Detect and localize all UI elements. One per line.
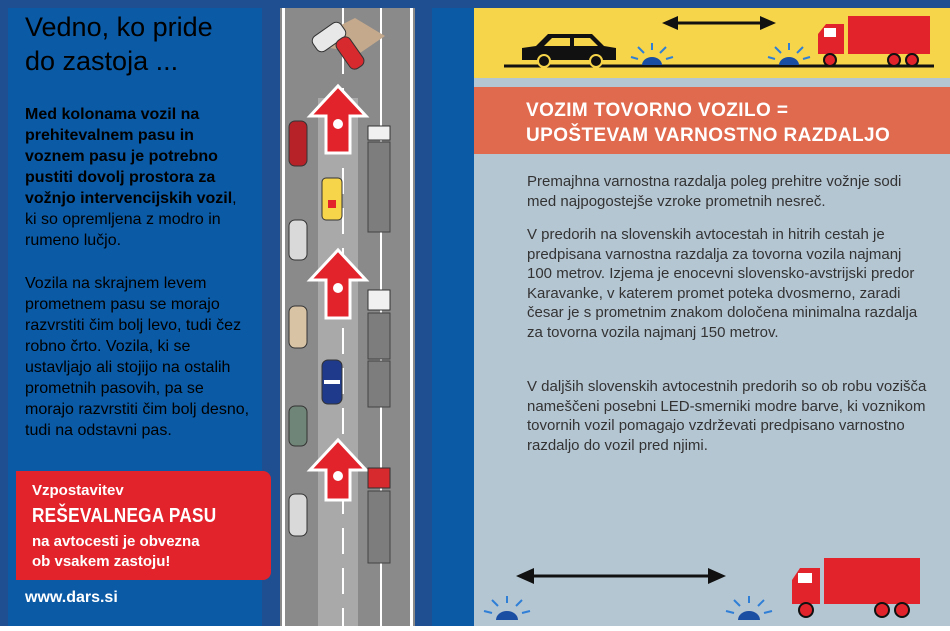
- crash-scene: [310, 18, 385, 72]
- left-paragraph-2: Vozila na skrajnem levem prometnem pasu se morajo razvrstiti čim bolj levo, tudi čez robno črto. Vozila, ki se ustavljajo ali stojijo na ostalih prometnih pasovih, pa se morajo razvrstiti čim bolj desno, tudi na odstavni pas.: [25, 275, 250, 439]
- ambulance-icon: [322, 178, 342, 220]
- distance-graphic-top-svg: [474, 8, 950, 78]
- car-icon: [522, 34, 616, 67]
- distance-graphic-bottom-svg: [474, 540, 950, 626]
- banner-line-1: VOZIM TOVORNO VOZILO =: [526, 100, 789, 121]
- left-paragraph-1-rest: , ki so opremljena z modro in rumeno lučjo.: [25, 190, 237, 249]
- highway-svg: [280, 8, 415, 626]
- truck-2: [368, 290, 390, 407]
- heading-line-1: Vedno, ko pride: [25, 12, 213, 42]
- website-link[interactable]: www.dars.si: [25, 589, 118, 606]
- car-white-1: [289, 220, 307, 260]
- double-arrow-icon: [662, 16, 776, 30]
- callout-line-3-4: [32, 532, 200, 572]
- banner-line-2: UPOŠTEVAM VARNOSTNO RAZDALJO: [526, 125, 891, 146]
- road-edge-left: [282, 8, 285, 626]
- highway-illustration: [280, 8, 415, 626]
- led-light-icon-1: [631, 43, 673, 65]
- distance-graphic-top: [474, 8, 950, 78]
- truck-icon-top: [818, 16, 930, 66]
- road-edge-right: [410, 8, 413, 626]
- callout-line-3: na avtocesti je obvezna: [32, 533, 200, 550]
- left-paragraph-1: [25, 104, 250, 251]
- callout-line-4: ob vsakem zastoju!: [32, 553, 171, 570]
- car-beige: [289, 306, 307, 348]
- car-red: [289, 121, 307, 166]
- callout-line-2: REŠEVALNEGA PASU: [32, 505, 217, 527]
- heading-line-2: do zastoja ...: [25, 46, 179, 76]
- right-paragraph-1: Premajhna varnostna razdalja poleg prehitre vožnje sodi med najpogostejše vzroke prometnih nesreč.: [527, 173, 902, 210]
- callout-line-1: Vzpostavitev: [32, 482, 124, 499]
- distance-graphic-bottom: [474, 540, 950, 626]
- left-heading: [25, 10, 213, 78]
- truck-1: [368, 126, 390, 232]
- police-car-icon: [322, 360, 342, 404]
- truck-icon-bottom: [792, 558, 920, 617]
- car-green: [289, 406, 307, 446]
- right-paragraph-3: V daljših slovenskih avtocestnih predorih so ob robu vozišča nameščeni posebni LED-smerniki modre barve, ki voznikom tovornih vozil pomagajo vzdrževati predpisano varnostno razdaljo do vozil pred njimi.: [527, 378, 927, 454]
- right-panel-stripe: [432, 8, 474, 626]
- right-paragraph-2: V predorih na slovenskih avtocestah in hitrih cestah je predpisana varnostna razdalja za tovorna vozila najmanj 100 metrov. Izjema je enocevni slovensko-avstrijski predor Karavanke, v katerem promet poteka dvosmerno, zaradi česar je s prometnim znakom določena minimalna razdalja za tovorna vozila najmanj 150 metrov.: [527, 226, 918, 341]
- led-light-icon-4: [726, 596, 772, 620]
- rescue-lane-callout: [16, 471, 271, 580]
- double-arrow-icon-bottom: [516, 568, 726, 584]
- left-paragraph-1-bold: Med kolonama vozil na prehitevalnem pasu in voznem pasu je potrebno pustiti dovolj prostora za vožnjo intervencijskih vozil: [25, 106, 233, 207]
- car-white-2: [289, 494, 307, 536]
- truck-3: [368, 468, 390, 563]
- led-light-icon-3: [484, 596, 530, 620]
- truck-safety-banner: [474, 87, 950, 154]
- led-light-icon-2: [768, 43, 810, 65]
